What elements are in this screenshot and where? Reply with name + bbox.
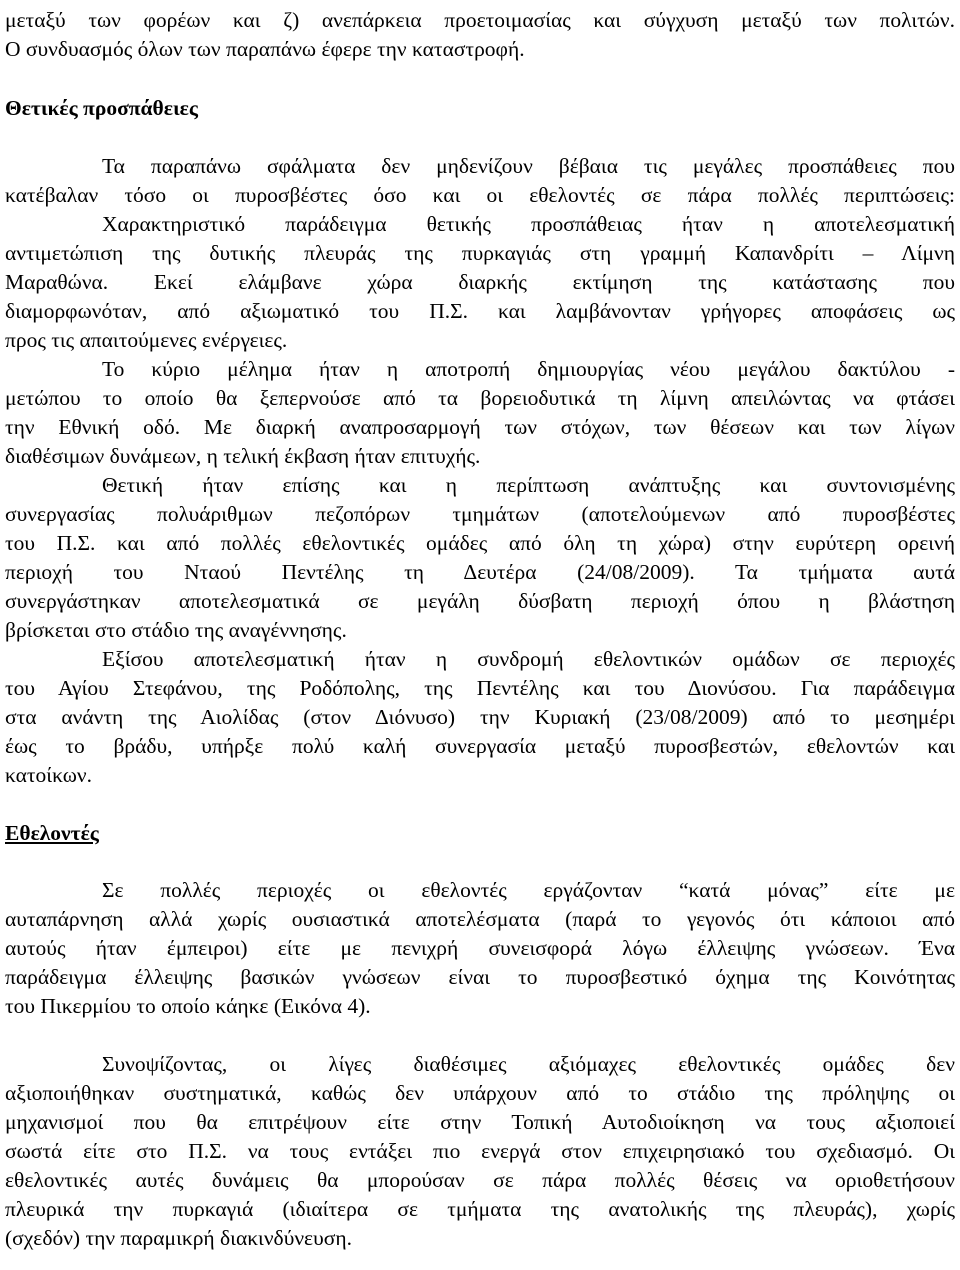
- text-line: Σε πολλές περιοχές οι εθελοντές εργάζονταν “κατά μόνας” είτε με: [102, 878, 955, 902]
- section-heading-positive-efforts: Θετικές προσπάθειες: [5, 96, 198, 120]
- text-line: συνεργασίας πολυάριθμων πεζοπόρων τμημάτων (αποτελούμενων από πυροσβέστες: [5, 502, 955, 526]
- text-line: Το κύριο μέλημα ήταν η αποτροπή δημιουργίας νέου μεγάλου δακτύλου -: [102, 357, 955, 381]
- text-line: μεταξύ των φορέων και ζ) ανεπάρκεια προετοιμασίας και σύγχυση μεταξύ των πολιτών.: [5, 8, 955, 32]
- text-line: Χαρακτηριστικό παράδειγμα θετικής προσπάθειας ήταν η αποτελεσματική: [102, 212, 955, 236]
- text-line: έως το βράδυ, υπήρξε πολύ καλή συνεργασία μεταξύ πυροσβεστών, εθελοντών και: [5, 734, 955, 758]
- text-line: διαθέσιμων δυνάμεων, η τελική έκβαση ήταν επιτυχής.: [5, 444, 481, 468]
- text-line: αυταπάρνηση αλλά χωρίς ουσιαστικά αποτελέσματα (παρά το γεγονός ότι κάποιοι από: [5, 907, 955, 931]
- text-line: του Πικερμίου το οποίο κάηκε (Εικόνα 4).: [5, 994, 371, 1018]
- text-line: μηχανισμοί που θα επιτρέψουν είτε στην Τοπική Αυτοδιοίκηση να τους αξιοποιεί: [5, 1110, 955, 1134]
- text-line: βρίσκεται στο στάδιο της αναγέννησης.: [5, 618, 347, 642]
- text-line: την Εθνική οδό. Με διαρκή αναπροσαρμογή των στόχων, των θέσεων και των λίγων: [5, 415, 955, 439]
- text-line: Ο συνδυασμός όλων των παραπάνω έφερε την καταστροφή.: [5, 37, 525, 61]
- text-line: σωστά είτε στο Π.Σ. να τους εντάξει πιο ενεργά στον επιχειρησιακό του σχεδιασμό. Οι: [5, 1139, 955, 1163]
- text-line: διαμορφωνόταν, από αξιωματικό του Π.Σ. και λαμβάνονταν γρήγορες αποφάσεις ως: [5, 299, 955, 323]
- text-line: προς τις απαιτούμενες ενέργειες.: [5, 328, 288, 352]
- text-line: αντιμετώπιση της δυτικής πλευράς της πυρκαγιάς στη γραμμή Καπανδρίτι – Λίμνη: [5, 241, 955, 265]
- section-heading-volunteers: Εθελοντές: [5, 821, 99, 845]
- text-line: κατέβαλαν τόσο οι πυροσβέστες όσο και οι εθελοντές σε πάρα πολλές περιπτώσεις:: [5, 183, 955, 207]
- text-line: Θετική ήταν επίσης και η περίπτωση ανάπτυξης και συντονισμένης: [102, 473, 955, 497]
- text-line: Συνοψίζοντας, οι λίγες διαθέσιμες αξιόμαχες εθελοντικές ομάδες δεν: [102, 1052, 955, 1076]
- text-line: εθελοντικές αυτές δυνάμεις θα μπορούσαν σε πάρα πολλές θέσεις να οριοθετήσουν: [5, 1168, 955, 1192]
- text-line: αυτούς ήταν έμπειροι) είτε με πενιχρή συνεισφορά λόγω έλλειψης γνώσεων. Ένα: [5, 936, 955, 960]
- text-line: περιοχή του Νταού Πεντέλης τη Δευτέρα (24/08/2009). Τα τμήματα αυτά: [5, 560, 955, 584]
- text-line: συνεργάστηκαν αποτελεσματικά σε μεγάλη δύσβατη περιοχή όπου η βλάστηση: [5, 589, 955, 613]
- text-line: (σχεδόν) την παραμικρή διακινδύνευση.: [5, 1226, 352, 1250]
- text-line: πλευρικά την πυρκαγιά (ιδιαίτερα σε τμήματα της ανατολικής της πλευράς), χωρίς: [5, 1197, 955, 1221]
- text-line: στα ανάντη της Αιολίδας (στον Διόνυσο) την Κυριακή (23/08/2009) από το μεσημέρι: [5, 705, 955, 729]
- text-line: μετώπου το οποίο θα ξεπερνούσε από τα βορειοδυτικά τη λίμνη απειλώντας να φτάσει: [5, 386, 955, 410]
- text-line: του Αγίου Στεφάνου, της Ροδόπολης, της Πεντέλης και του Διονύσου. Για παράδειγμα: [5, 676, 955, 700]
- text-line: αξιοποιήθηκαν συστηματικά, καθώς δεν υπάρχουν από το στάδιο της πρόληψης οι: [5, 1081, 955, 1105]
- text-line: Εξίσου αποτελεσματική ήταν η συνδρομή εθελοντικών ομάδων σε περιοχές: [102, 647, 955, 671]
- text-line: παράδειγμα έλλειψης βασικών γνώσεων είναι το πυροσβεστικό όχημα της Κοινότητας: [5, 965, 955, 989]
- text-line: Μαραθώνα. Εκεί ελάμβανε χώρα διαρκής εκτίμηση της κατάστασης που: [5, 270, 955, 294]
- text-line: κατοίκων.: [5, 763, 92, 787]
- text-line: Τα παραπάνω σφάλματα δεν μηδενίζουν βέβαια τις μεγάλες προσπάθειες που: [102, 154, 955, 178]
- text-line: του Π.Σ. και από πολλές εθελοντικές ομάδες από όλη τη χώρα) στην ευρύτερη ορεινή: [5, 531, 955, 555]
